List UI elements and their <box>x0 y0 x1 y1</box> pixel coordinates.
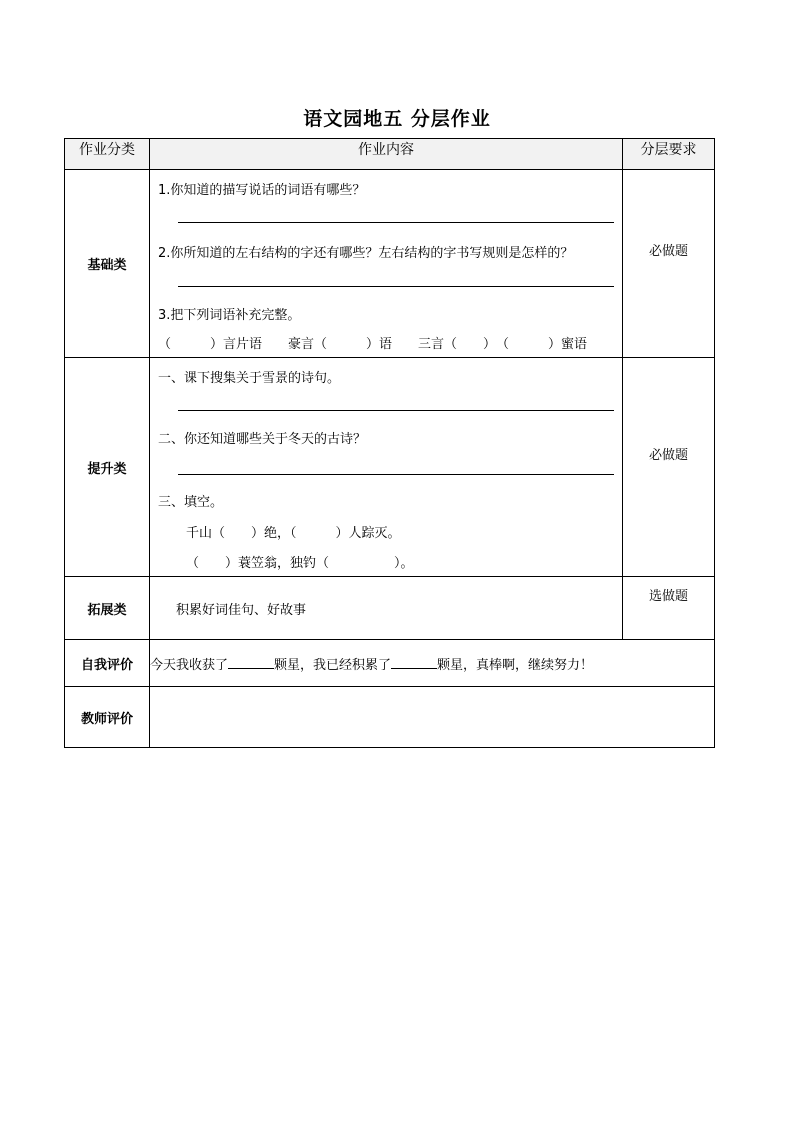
content-basic <box>150 170 623 358</box>
header-requirement: 分层要求 <box>623 139 715 170</box>
self-eval-part-1: 今天我收获了 <box>150 657 229 673</box>
header-category: 作业分类 <box>65 139 150 170</box>
content-self-eval <box>150 640 715 687</box>
table-row-advanced <box>65 358 715 577</box>
category-extension: 拓展类 <box>65 577 150 640</box>
self-eval-part-2: 颗星，我已经积累了 <box>274 657 392 673</box>
advanced-fill-line-2: （ ）蓑笠翁，独钓（ ）。 <box>186 556 414 571</box>
requirement-advanced-label: 必做题 <box>648 448 688 463</box>
basic-question-1: 1.你知道的描写说话的词语有哪些？ <box>158 183 366 198</box>
category-self-eval: 自我评价 <box>65 640 150 687</box>
advanced-question-1: 一、课下搜集关于雪景的诗句。 <box>158 371 341 386</box>
table-row-teacher-eval <box>65 687 715 748</box>
requirement-basic <box>623 170 715 358</box>
self-eval-blank-1[interactable] <box>228 668 274 669</box>
basic-question-3-fill: （ ）言片语 豪言（ ）语 三言（ ） （ ）蜜语 <box>158 337 588 352</box>
table-row-self-eval <box>65 640 715 687</box>
advanced-answer-line-1[interactable] <box>178 410 614 411</box>
category-teacher-eval: 教师评价 <box>65 687 150 748</box>
self-eval-blank-2[interactable] <box>391 668 437 669</box>
basic-question-2: 2.你所知道的左右结构的字还有哪些？左右结构的字书写规则是怎样的？ <box>158 246 574 261</box>
requirement-extension <box>623 577 715 640</box>
extension-content: 积累好词佳句、好故事 <box>176 602 307 618</box>
category-basic: 基础类 <box>65 170 150 358</box>
basic-answer-line-2[interactable] <box>178 286 614 287</box>
requirement-basic-label: 必做题 <box>648 244 688 259</box>
advanced-question-2: 二、你还知道哪些关于冬天的古诗？ <box>158 432 367 447</box>
table-row-extension <box>65 577 715 640</box>
page-title: 语文园地五 分层作业 <box>303 108 491 130</box>
advanced-fill-line-1: 千山（ ）绝，（ ）人踪灭。 <box>186 526 401 541</box>
content-teacher-eval[interactable] <box>150 687 715 748</box>
advanced-question-3: 三、填空。 <box>158 495 224 510</box>
self-eval-part-3: 颗星，真棒啊，继续努力！ <box>437 657 594 673</box>
header-content: 作业内容 <box>150 139 623 170</box>
basic-question-3: 3.把下列词语补充完整。 <box>158 308 301 323</box>
requirement-advanced <box>623 358 715 577</box>
advanced-answer-line-2[interactable] <box>178 474 614 475</box>
content-extension <box>150 577 623 640</box>
table-row-basic <box>65 170 715 358</box>
table-header-row <box>65 139 715 170</box>
content-advanced <box>150 358 623 577</box>
homework-table <box>64 138 715 748</box>
basic-answer-line-1[interactable] <box>178 222 614 223</box>
requirement-extension-label: 选做题 <box>648 589 688 604</box>
category-advanced: 提升类 <box>65 358 150 577</box>
